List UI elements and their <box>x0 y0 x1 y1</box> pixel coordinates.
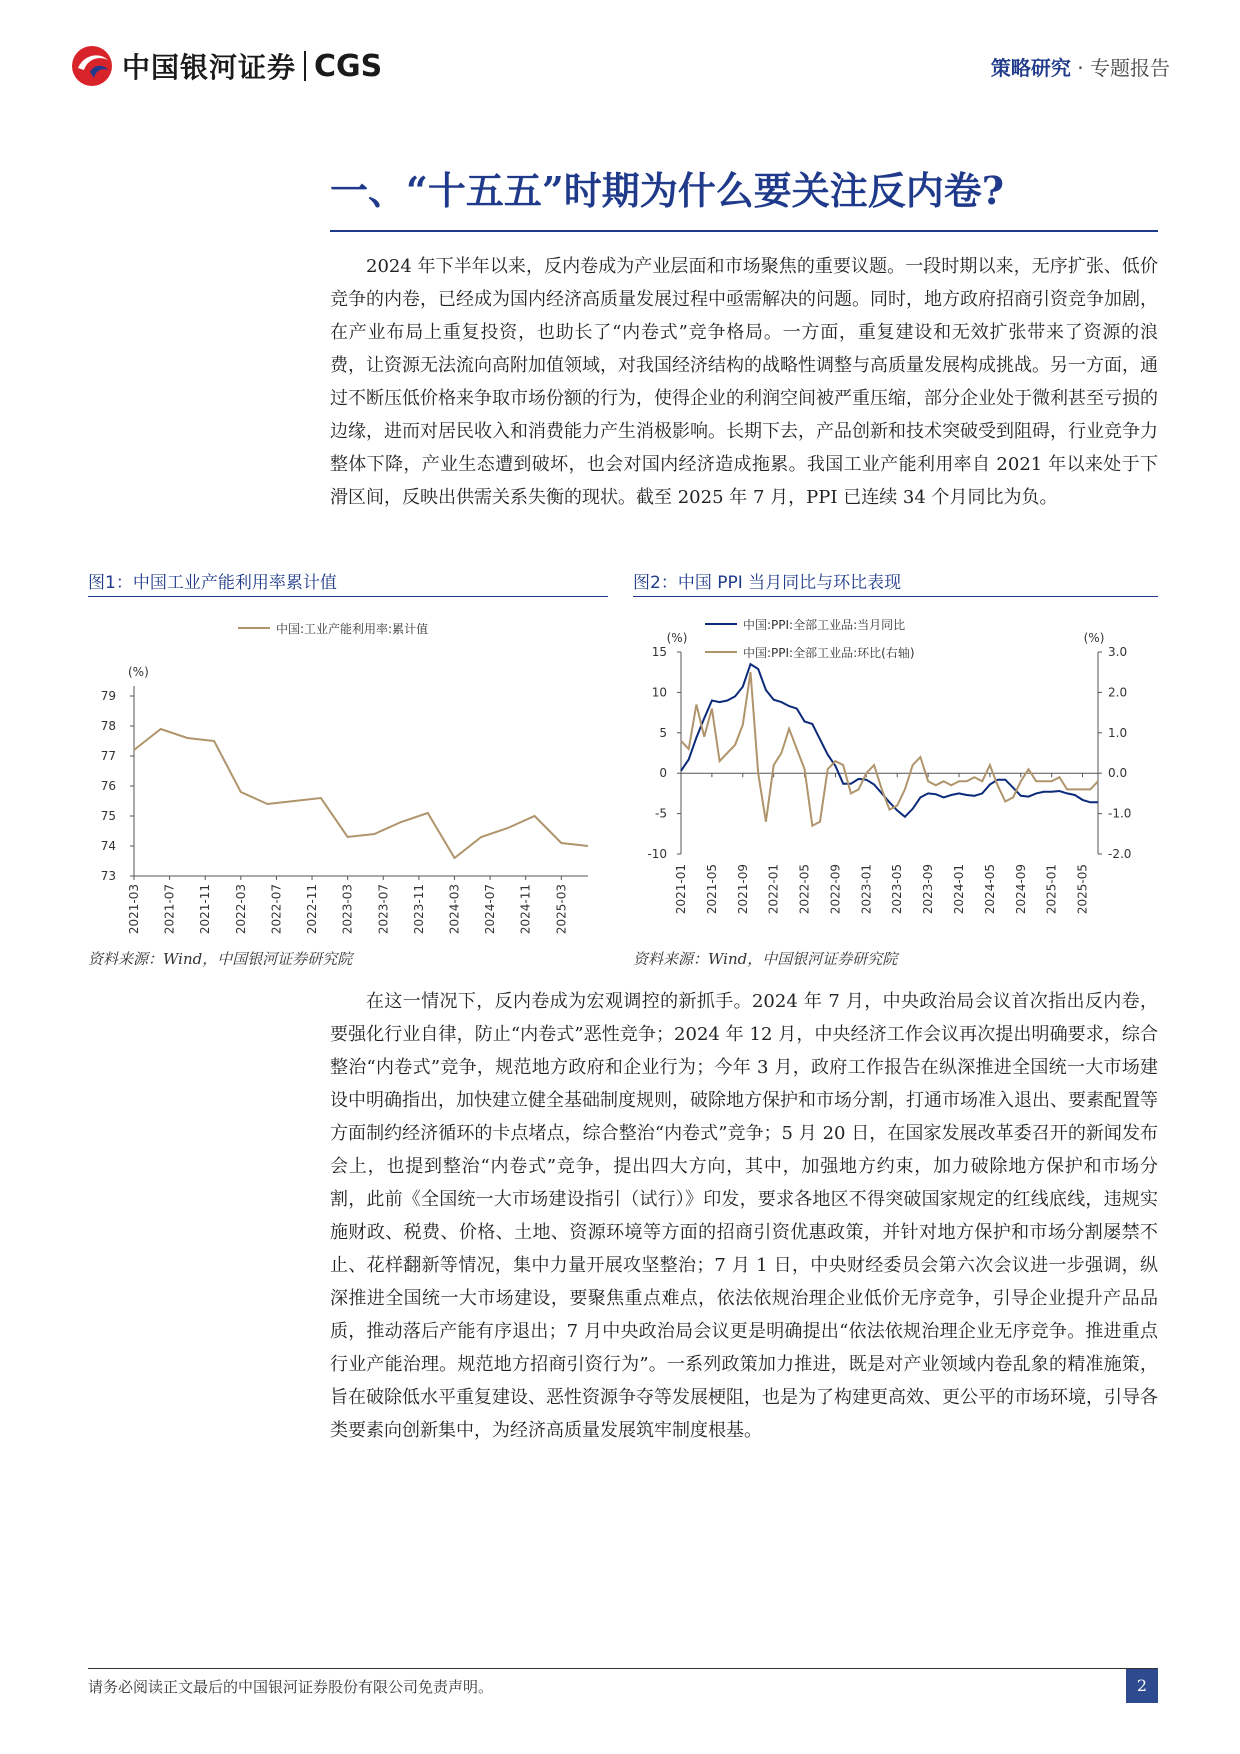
y-tick-label: 77 <box>100 749 116 763</box>
y-tick-label: 73 <box>100 869 116 883</box>
figure-1-title: 图1：中国工业产能利用率累计值 <box>88 573 337 593</box>
right-y-tick-label: -2.0 <box>1108 847 1132 861</box>
footer-divider <box>88 1668 1158 1669</box>
right-y-tick-label: 2.0 <box>1108 685 1128 700</box>
x-tick-label: 2025-01 <box>1044 864 1059 915</box>
x-tick-label: 2024-11 <box>518 884 533 935</box>
x-tick-label: 2023-01 <box>859 864 874 915</box>
x-tick-label: 2021-03 <box>127 884 141 935</box>
legend-label: 中国:PPI:全部工业品:当月同比 <box>743 618 906 632</box>
figure-2-rule <box>633 596 1158 597</box>
y-tick-label: 78 <box>100 719 116 733</box>
page-number: 2 <box>1126 1669 1158 1703</box>
x-tick-label: 2022-03 <box>233 884 248 935</box>
x-tick-label: 2021-11 <box>198 884 213 935</box>
section-title: 一、“十五五”时期为什么要关注反内卷? <box>330 168 1004 213</box>
brand-name-cn: 中国银河证券 <box>122 51 297 84</box>
x-tick-label: 2023-03 <box>340 884 355 935</box>
x-tick-label: 2022-07 <box>269 884 284 935</box>
series-line-capacity-utilization <box>134 729 588 858</box>
y-tick-label: 76 <box>100 779 116 793</box>
legend-label: 中国:工业产能利用率:累计值 <box>276 622 429 636</box>
figure-1-source: 资料来源：Wind，中国银河证券研究院 <box>88 950 353 968</box>
left-y-tick-label: 5 <box>659 725 667 740</box>
left-y-tick-label: 10 <box>651 685 667 700</box>
figure-2-title: 图2：中国 PPI 当月同比与环比表现 <box>633 573 902 593</box>
x-tick-label: 2022-05 <box>797 864 812 915</box>
legend-label: 中国:PPI:全部工业品:环比(右轴) <box>743 646 915 660</box>
x-tick-label: 2024-03 <box>447 884 462 935</box>
body-paragraph-2: 在这一情况下，反内卷成为宏观调控的新抓手。2024 年 7 月，中央政治局会议首次指出反内卷，要强化行业自律，防止“内卷式”恶性竞争；2024 年 12 月，中央经济工作会议再次提出明确要求，综合整治“内卷式”竞争，规范地方政府和企业行为；今年 3 月，政府工作报告在纵深推进全国统一大市场建设中明确指出，加快建立健全基础制度规则，破除地方保护和市场分割，打通市场准入退出、要素配置等方面制约经济循环的卡点堵点，综合整治“内卷式”竞争；5 月 20 日，在国家发展改革委召开的新闻发布会上，也提到整治“内卷式”竞争，提出四大方向，其中，加强地方约束，加力破除地方保护和市场分割，此前《全国统一大市场建设指引（试行）》印发，要求各地区不得突破国家规定的红线底线，违规实施财政、税费、价格、土地、资源环境等方面的招商引资优惠政策，并针对地方保护和市场分割屡禁不止、花样翻新等情况，集中力量开展攻坚整治；7 月 1 日，中央财经委员会第六次会议进一步强调，纵深推进全国统一大市场建设，要聚焦重点难点，依法依规治理企业低价无序竞争，引导企业提升产品品质，推动落后产能有序退出；7 月中央政治局会议更是明确提出“依法依规治理企业无序竞争。推进重点行业产能治理。规范地方招商引资行为”。一系列政策加力推进，既是对产业领域内卷乱象的精准施策，旨在破除低水平重复建设、恶性资源争夺等发展梗阻，也是为了构建更高效、更公平的市场环境，引导各类要素向创新集中，为经济高质量发展筑牢制度根基。 <box>330 991 1158 1441</box>
figure-1-chart <box>88 600 608 940</box>
x-tick-label: 2022-11 <box>305 884 320 935</box>
document-type <box>991 52 1170 81</box>
body-paragraph-1: 2024 年下半年以来，反内卷成为产业层面和市场聚焦的重要议题。一段时期以来，无序扩张、低价竞争的内卷，已经成为国内经济高质量发展过程中亟需解决的问题。同时，地方政府招商引资竞争加剧，在产业布局上重复投资，也助长了“内卷式”竞争格局。一方面，重复建设和无效扩张带来了资源的浪费，让资源无法流向高附加值领域，对我国经济结构的战略性调整与高质量发展构成挑战。另一方面，通过不断压低价格来争取市场份额的行为，使得企业的利润空间被严重压缩，部分企业处于微利甚至亏损的边缘，进而对居民收入和消费能力产生消极影响。长期下去，产品创新和技术突破受到阻碍，行业竞争力整体下降，产业生态遭到破坏，也会对国内经济造成拖累。我国工业产能利用率自 2021 年以来处于下滑区间，反映出供需关系失衡的现状。截至 2025 年 7 月，PPI 已连续 34 个月同比为负。 <box>330 256 1158 508</box>
x-tick-label: 2022-01 <box>766 864 781 915</box>
left-y-tick-label: -10 <box>647 847 667 861</box>
brand-name-en: CGS <box>314 48 383 84</box>
x-tick-label: 2024-01 <box>952 864 966 915</box>
series-line-ppi-yoy <box>681 664 1098 817</box>
left-y-tick-label: 0 <box>659 766 667 781</box>
right-y-tick-label: 1.0 <box>1108 725 1128 740</box>
y-tick-label: 75 <box>100 809 116 823</box>
x-tick-label: 2023-05 <box>890 864 905 915</box>
x-tick-label: 2025-05 <box>1075 864 1090 915</box>
document-type-sub: 专题报告 <box>1090 56 1170 80</box>
x-tick-label: 2021-01 <box>674 864 688 915</box>
x-tick-label: 2022-09 <box>828 864 843 915</box>
x-tick-label: 2023-11 <box>411 884 426 935</box>
footer-disclaimer: 请务必阅读正文最后的中国银河证券股份有限公司免责声明。 <box>88 1678 494 1696</box>
right-y-axis-label: (%) <box>1083 631 1105 645</box>
galaxy-logo-icon <box>70 44 114 88</box>
document-type-main: 策略研究 <box>990 56 1071 80</box>
brand-logo <box>70 44 382 88</box>
x-tick-label: 2021-07 <box>162 884 177 935</box>
x-tick-label: 2023-09 <box>921 864 936 915</box>
y-tick-label: 74 <box>100 839 116 853</box>
x-tick-label: 2025-03 <box>554 884 569 935</box>
right-y-tick-label: 0.0 <box>1108 766 1128 781</box>
left-y-tick-label: -5 <box>655 806 667 821</box>
left-y-axis-label: (%) <box>666 631 688 645</box>
title-divider <box>330 230 1158 232</box>
page-header <box>70 44 1170 94</box>
figure-2-source: 资料来源：Wind，中国银河证券研究院 <box>633 950 898 968</box>
x-tick-label: 2024-07 <box>483 884 498 935</box>
y-axis-label: (%) <box>128 665 149 679</box>
x-tick-label: 2021-09 <box>735 864 750 915</box>
figure-2-chart <box>633 600 1158 940</box>
brand-divider <box>304 51 306 81</box>
x-tick-label: 2023-07 <box>376 884 391 935</box>
document-type-sep: · <box>1070 56 1090 80</box>
right-y-tick-label: -1.0 <box>1108 806 1132 821</box>
x-tick-label: 2024-05 <box>982 864 997 915</box>
right-y-tick-label: 3.0 <box>1108 645 1128 659</box>
left-y-tick-label: 15 <box>651 645 667 659</box>
x-tick-label: 2021-05 <box>704 864 719 915</box>
y-tick-label: 79 <box>100 689 116 703</box>
figure-1-rule <box>88 596 608 597</box>
x-tick-label: 2024-09 <box>1013 864 1028 915</box>
